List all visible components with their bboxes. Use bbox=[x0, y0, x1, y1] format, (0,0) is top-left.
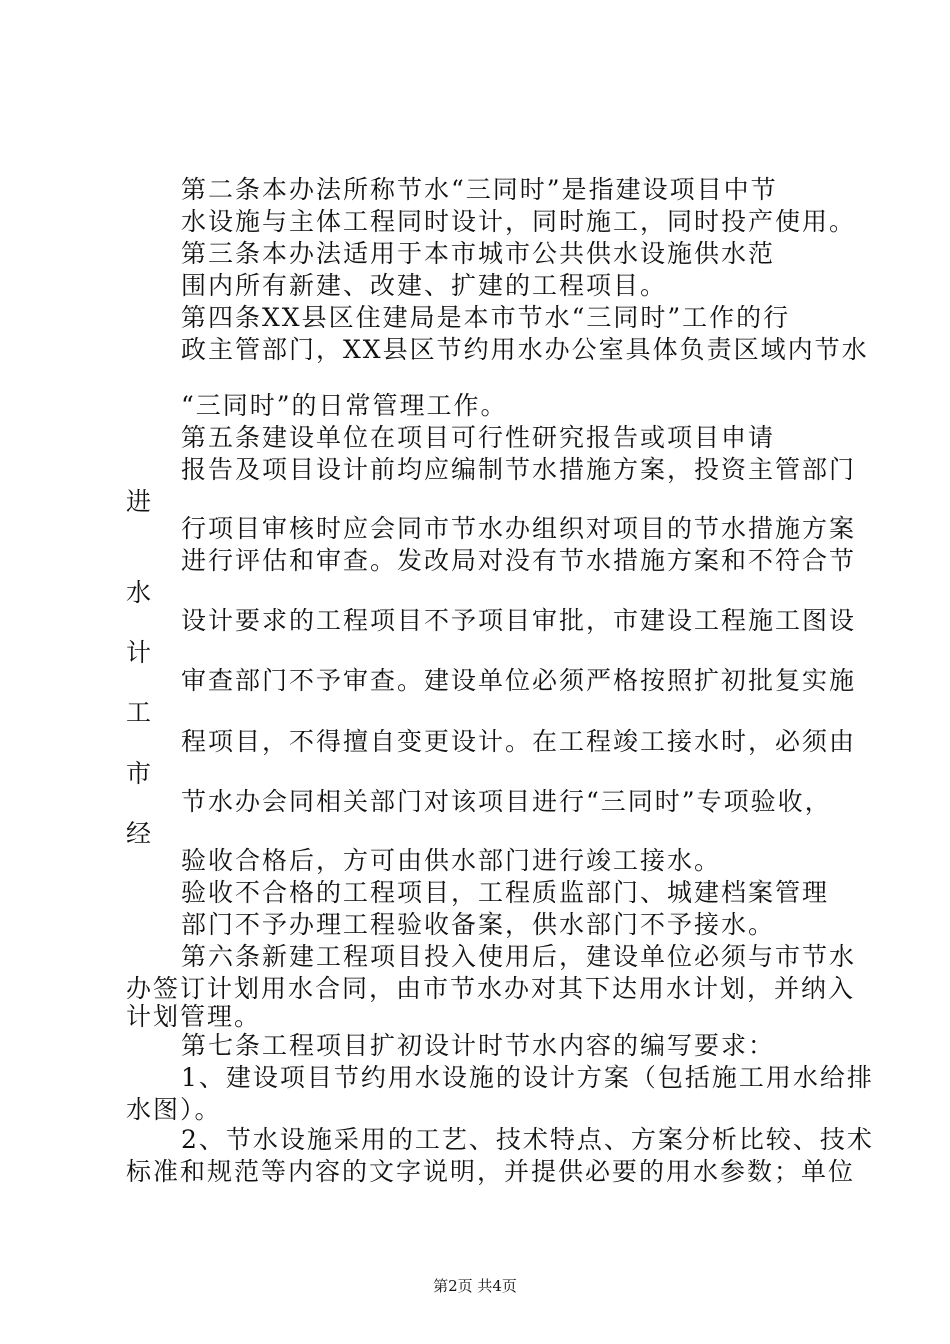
text-line: 进行评估和审查。发改局对没有节水措施方案和不符合节 bbox=[181, 546, 857, 575]
text-line: 节水办会同相关部门对该项目进行“三同时”专项验收， bbox=[181, 787, 832, 816]
text-line: 第三条本办法适用于本市城市公共供水设施供水范 bbox=[181, 239, 776, 268]
text-line: 第六条新建工程项目投入使用后，建设单位必须与市节水 bbox=[181, 942, 857, 971]
text-line: 程项目，不得擅自变更设计。在工程竣工接水时，必须由 bbox=[181, 727, 857, 756]
text-line: 经 bbox=[126, 819, 154, 848]
text-line: 第四条XX县区住建局是本市节水“三同时”工作的行 bbox=[181, 303, 791, 332]
text-line: 报告及项目设计前均应编制节水措施方案，投资主管部门 bbox=[181, 455, 857, 484]
text-line: 第七条工程项目扩初设计时节水内容的编写要求： bbox=[181, 1031, 776, 1060]
text-line: 办签订计划用水合同，由市节水办对其下达用水计划，并纳入 bbox=[126, 974, 856, 1003]
text-line: 2、节水设施采用的工艺、技术特点、方案分析比较、技术 bbox=[181, 1125, 874, 1154]
page-footer: 第2页 共4页 bbox=[433, 1277, 517, 1295]
text-line: “三同时”的日常管理工作。 bbox=[181, 391, 508, 420]
text-line: 验收不合格的工程项目，工程质监部门、城建档案管理 bbox=[181, 878, 830, 907]
text-line: 第五条建设单位在项目可行性研究报告或项目申请 bbox=[181, 423, 776, 452]
text-line: 计划管理。 bbox=[126, 1002, 262, 1031]
text-line: 水图）。 bbox=[126, 1095, 222, 1124]
text-line: 围内所有新建、改建、扩建的工程项目。 bbox=[181, 271, 668, 300]
text-line: 水 bbox=[126, 578, 154, 607]
text-line: 计 bbox=[126, 638, 154, 667]
text-line: 工 bbox=[126, 698, 154, 727]
text-line: 行项目审核时应会同市节水办组织对项目的节水措施方案 bbox=[181, 514, 857, 543]
text-line: 政主管部门，XX县区节约用水办公室具体负责区域内节水 bbox=[181, 335, 869, 364]
text-line: 1、建设项目节约用水设施的设计方案（包括施工用水给排 bbox=[181, 1063, 874, 1092]
text-line: 审查部门不予审查。建设单位必须严格按照扩初批复实施 bbox=[181, 666, 857, 695]
text-line: 设计要求的工程项目不予项目审批，市建设工程施工图设 bbox=[181, 606, 857, 635]
text-line: 部门不予办理工程验收备案，供水部门不予接水。 bbox=[181, 910, 776, 939]
text-line: 第二条本办法所称节水“三同时”是指建设项目中节 bbox=[181, 175, 778, 204]
text-line: 进 bbox=[126, 487, 154, 516]
text-line: 市 bbox=[126, 759, 154, 788]
text-line: 标准和规范等内容的文字说明，并提供必要的用水参数；单位 bbox=[126, 1157, 856, 1186]
text-line: 验收合格后，方可由供水部门进行竣工接水。 bbox=[181, 846, 722, 875]
text-line: 水设施与主体工程同时设计，同时施工，同时投产使用。 bbox=[181, 207, 857, 236]
